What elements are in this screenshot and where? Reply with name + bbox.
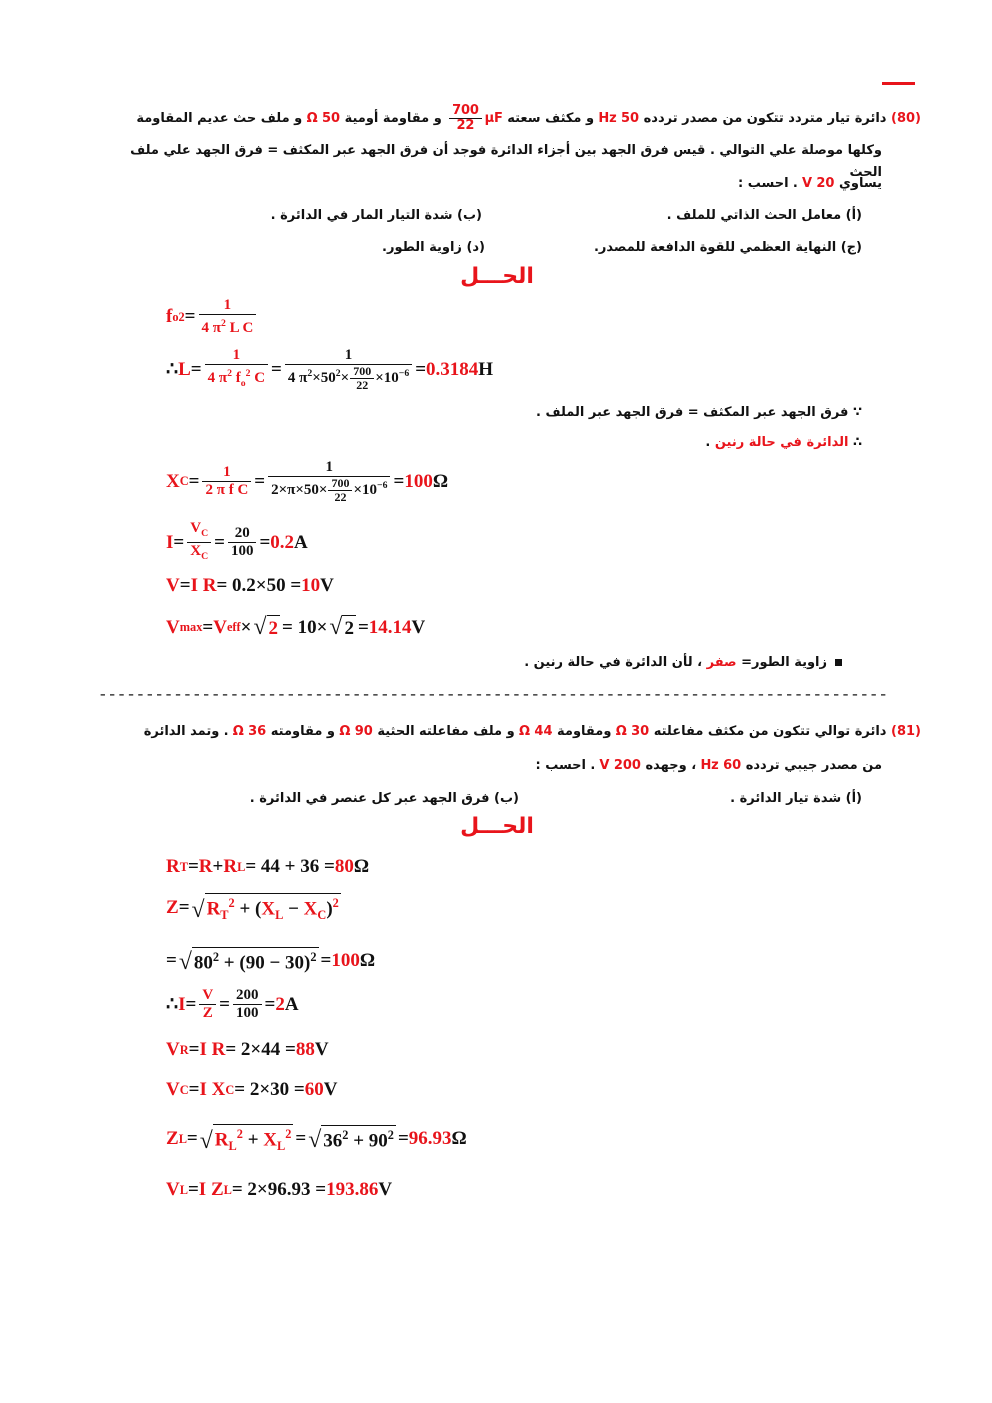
highlight-text: X xyxy=(263,1129,277,1151)
highlight-text: 90 Ω xyxy=(339,724,373,739)
highlight-text: 44 Ω xyxy=(519,724,553,739)
fraction xyxy=(268,459,390,504)
q80-solution-heading: الحـــل xyxy=(460,264,534,289)
text: زاوية الطور= xyxy=(736,655,827,670)
superscript: 2 xyxy=(212,950,220,964)
radical-sign-icon: √ xyxy=(253,614,267,641)
subscript: o xyxy=(240,378,246,390)
text: 200 xyxy=(236,987,259,1003)
subscript: C xyxy=(179,474,189,489)
subscript: C xyxy=(225,1082,235,1097)
q80-line-3 xyxy=(110,173,882,195)
q81-solution-heading: الحـــل xyxy=(460,814,534,839)
text: ∴ xyxy=(166,359,179,381)
radicand xyxy=(342,615,356,640)
highlight-text: I Z xyxy=(198,1179,224,1200)
highlight-text: 88 xyxy=(295,1039,315,1060)
highlight-text: V xyxy=(166,575,180,596)
superscript: −6 xyxy=(377,480,388,491)
subscript: C xyxy=(201,551,209,562)
superscript: 2 xyxy=(220,318,226,329)
square-root xyxy=(200,1124,294,1154)
highlight-text: R xyxy=(206,898,221,920)
numerator xyxy=(268,459,390,477)
radical-sign-icon: √ xyxy=(178,948,192,975)
highlight-text: V xyxy=(190,520,202,536)
text: = xyxy=(397,1128,409,1150)
text: + (90 − 30) xyxy=(219,952,311,974)
text: = 2×96.93 = xyxy=(231,1179,327,1200)
denominator xyxy=(285,365,412,392)
text: 22 xyxy=(356,378,369,393)
eq-current-81 xyxy=(166,987,299,1022)
subscript: C xyxy=(317,908,327,923)
text: = xyxy=(214,531,225,553)
text: ∵ فرق الجهد عبر المكثف = فرق الجهد عبر الملف . xyxy=(536,405,862,420)
highlight-text: f xyxy=(166,306,173,327)
numerator xyxy=(205,347,268,365)
text: = 10× xyxy=(282,616,328,638)
text: = xyxy=(185,993,197,1015)
text: = xyxy=(173,531,185,553)
highlight-text: 100 xyxy=(404,470,433,492)
text: V xyxy=(378,1179,393,1200)
text: = xyxy=(166,949,177,971)
text: 700 xyxy=(331,476,350,491)
highlight-text: f xyxy=(231,370,241,387)
q80-option-b: (ب) شدة التيار المار في الدائرة . xyxy=(270,208,482,223)
separator-line: ------------------------------------------------------------------------------------ xyxy=(98,686,888,704)
highlight-text: X xyxy=(261,898,276,920)
text: × xyxy=(240,616,252,638)
radicand xyxy=(267,615,281,640)
square-root xyxy=(308,1125,396,1152)
radical-sign-icon: √ xyxy=(329,614,343,641)
highlight-text: V xyxy=(166,616,180,638)
numerator xyxy=(350,365,374,379)
highlight-text: 2 xyxy=(268,618,279,639)
subscript: L xyxy=(237,859,246,874)
highlight-text: 80 xyxy=(334,856,354,877)
text: 80 xyxy=(193,952,213,974)
note-therefore-resonance xyxy=(522,432,862,454)
fraction xyxy=(228,525,257,560)
radicand xyxy=(205,893,341,923)
highlight-text: V xyxy=(166,1039,180,1060)
text: = xyxy=(202,616,214,638)
highlight-text: 60 xyxy=(304,1079,324,1100)
highlight-text: R xyxy=(166,856,180,877)
superscript: 2 xyxy=(307,368,313,379)
text: 2 xyxy=(344,618,354,639)
subscript: T xyxy=(179,859,188,874)
text: 700 xyxy=(353,364,372,379)
text: = xyxy=(271,358,282,380)
text: = xyxy=(254,470,266,492)
radical-sign-icon: √ xyxy=(191,897,205,924)
text: 4 π xyxy=(287,370,308,386)
denominator: 22 xyxy=(456,118,475,133)
highlight-text: 2 π f C xyxy=(205,482,249,499)
highlight-text: μF xyxy=(484,111,503,126)
subscript: L xyxy=(179,1182,188,1197)
text: = xyxy=(184,306,196,327)
fraction xyxy=(285,347,412,392)
numerator xyxy=(187,520,211,543)
text: + xyxy=(242,1129,264,1151)
highlight-text: (81) xyxy=(891,724,921,739)
subscript: L xyxy=(228,1139,237,1154)
highlight-text: 30 Ω xyxy=(615,724,650,739)
highlight-text: 1 xyxy=(232,347,241,364)
eq-total-resistance xyxy=(166,856,369,878)
text: + 90 xyxy=(348,1130,388,1152)
text: A xyxy=(294,531,308,553)
text: = 44 + 36 = xyxy=(245,856,335,877)
text: = 2×44 = xyxy=(225,1039,296,1060)
highlight-text: Z xyxy=(166,1128,179,1150)
text: 100 xyxy=(230,543,254,559)
fraction xyxy=(233,987,262,1022)
text: = xyxy=(188,1079,200,1100)
highlight-text: 36 Ω xyxy=(232,724,267,739)
superscript: 2 xyxy=(310,950,317,964)
denominator xyxy=(202,482,251,499)
text: − xyxy=(283,898,304,920)
highlight-text: 100 xyxy=(331,949,360,971)
text: . وتمد الدائرة xyxy=(143,724,233,739)
highlight-text: 96.93 xyxy=(408,1128,452,1150)
highlight-text: I xyxy=(166,531,174,553)
highlight-text: X xyxy=(166,470,180,492)
text: = xyxy=(187,856,199,877)
superscript: −6 xyxy=(398,368,410,379)
radical-sign-icon: √ xyxy=(308,1126,322,1153)
q81-option-a: (أ) شدة تيار الدائرة . xyxy=(730,791,862,806)
text: و ملف مفاعلته الحثية xyxy=(372,724,520,739)
highlight-text: 1 xyxy=(223,297,232,313)
text: V xyxy=(320,575,334,596)
radicand xyxy=(192,947,319,974)
highlight-text: 60 Hz xyxy=(700,758,742,773)
text: = xyxy=(264,993,276,1015)
eq-current xyxy=(166,520,308,565)
eq-impedance xyxy=(166,893,343,923)
radicand xyxy=(321,1125,396,1152)
text: و مكثف سعته xyxy=(502,111,599,126)
fraction xyxy=(449,104,482,133)
note-phase-angle xyxy=(502,652,842,674)
denominator xyxy=(331,491,349,504)
text: ، لأن الدائرة في حالة رنين . xyxy=(524,655,707,670)
highlight-text: 4 π xyxy=(201,320,221,336)
numerator xyxy=(199,987,216,1005)
text: ×50 xyxy=(312,370,336,386)
highlight-text: 50 Ω xyxy=(306,111,341,126)
highlight-text: 200 V xyxy=(599,758,641,773)
highlight-text: R xyxy=(198,856,213,877)
q80-option-d: (د) زاوية الطور. xyxy=(382,240,485,255)
text: = xyxy=(179,575,191,596)
highlight-text: 10 xyxy=(301,575,321,596)
highlight-text: X xyxy=(190,543,202,559)
fraction xyxy=(187,520,211,565)
fraction xyxy=(202,464,251,499)
fraction xyxy=(199,297,257,337)
text: و مقاومته xyxy=(266,724,340,739)
text: = xyxy=(190,358,202,380)
text: 20 xyxy=(234,525,250,541)
denominator xyxy=(268,477,390,504)
numerator xyxy=(199,297,257,315)
text: Ω xyxy=(359,949,376,971)
highlight-text: C xyxy=(250,370,266,387)
text: = xyxy=(393,470,405,492)
numerator xyxy=(285,347,412,365)
superscript: 2 xyxy=(178,309,185,324)
highlight-text: 2 xyxy=(275,993,285,1015)
text: ×10 xyxy=(353,482,378,498)
text: Ω xyxy=(353,856,370,877)
highlight-text: I R xyxy=(199,1039,226,1060)
fraction xyxy=(199,987,216,1022)
bullet-icon xyxy=(835,659,842,666)
highlight-text: 0.3184 xyxy=(426,358,479,380)
text: 36 xyxy=(323,1130,343,1152)
denominator xyxy=(353,379,371,392)
text: = xyxy=(320,949,332,971)
text: ×10 xyxy=(375,370,399,386)
subscript: L xyxy=(275,908,284,923)
eq-coil-impedance xyxy=(166,1124,467,1154)
superscript: 2 xyxy=(335,368,341,379)
highlight-text: صفر xyxy=(706,655,737,670)
text: = 2×30 = xyxy=(234,1079,305,1100)
text: = xyxy=(188,470,200,492)
q81-line-1 xyxy=(71,721,921,743)
radicand xyxy=(213,1124,294,1154)
note-phase-angle-text xyxy=(524,655,827,670)
denominator xyxy=(233,1005,262,1022)
text: = xyxy=(178,897,190,919)
text: وكلها موصلة علي التوالي . قيس فرق الجهد بين أجزاء الدائرة فوجد أن فرق الجهد عبر المكثف = فرق الجهد علي ملف الحث xyxy=(130,143,882,180)
text: V xyxy=(314,1039,329,1060)
highlight-text: الدائرة في حالة رنين xyxy=(714,435,849,450)
numerator xyxy=(328,477,352,491)
text: 2×π×50× xyxy=(271,482,328,498)
text: = xyxy=(295,1128,307,1150)
text: ) xyxy=(326,898,333,920)
q80-line-1 xyxy=(71,104,921,133)
text: = xyxy=(219,993,230,1015)
text: 1 xyxy=(325,459,334,475)
square-root xyxy=(192,893,341,923)
text: . xyxy=(705,435,715,450)
text: = xyxy=(186,1128,198,1150)
red-corner-mark xyxy=(882,82,915,85)
superscript: 2 xyxy=(387,1128,394,1143)
superscript: 2 xyxy=(236,1127,243,1141)
note-because xyxy=(522,402,862,424)
text: . احسب : xyxy=(535,758,600,773)
superscript: 2 xyxy=(342,1128,349,1143)
superscript: 2 xyxy=(332,896,339,910)
text: و ملف حث عديم المقاومة xyxy=(136,111,307,126)
text: و مقاومة أومية xyxy=(340,111,447,126)
text: دائرة توالي تتكون من مكثف مفاعلته xyxy=(649,724,891,739)
text: V xyxy=(411,616,426,638)
highlight-text: 50 Hz xyxy=(598,111,640,126)
subscript: L xyxy=(277,1139,286,1154)
text: ∴ xyxy=(166,994,179,1015)
subscript: L xyxy=(178,1131,187,1146)
fraction xyxy=(328,477,352,504)
highlight-text: I X xyxy=(199,1079,226,1100)
eq-inductance xyxy=(166,347,493,392)
eq-capacitive-reactance xyxy=(166,459,448,504)
numerator xyxy=(202,464,251,482)
text: = xyxy=(259,531,271,553)
text: A xyxy=(284,993,299,1015)
eq-vl xyxy=(166,1179,392,1201)
subscript: T xyxy=(220,908,229,923)
text: = xyxy=(415,358,427,380)
highlight-text: (80) xyxy=(891,111,921,126)
text: دائرة تيار متردد تتكون من مصدر تردده xyxy=(639,111,891,126)
text: + xyxy=(212,856,224,877)
highlight-text: I R xyxy=(190,575,217,596)
text: = xyxy=(187,1179,199,1200)
text: من مصدر جيبي تردده xyxy=(741,758,882,773)
highlight-text: R xyxy=(214,1129,229,1151)
text: ، وجهده xyxy=(640,758,701,773)
square-root xyxy=(329,615,356,640)
highlight-text: 14.14 xyxy=(368,616,412,638)
text: × xyxy=(340,370,350,386)
text: Ω xyxy=(451,1128,467,1150)
eq-vr xyxy=(166,1039,329,1061)
text: + ( xyxy=(234,898,262,920)
eq-vc xyxy=(166,1079,338,1101)
subscript: C xyxy=(201,528,209,539)
text: = xyxy=(357,616,369,638)
highlight-text: 1 xyxy=(223,464,231,481)
denominator xyxy=(199,315,257,337)
text: 100 xyxy=(236,1005,259,1021)
highlight-text: Z xyxy=(202,1005,213,1021)
eq-impedance-value xyxy=(166,947,375,974)
highlight-text: L C xyxy=(225,320,254,336)
subscript: eff xyxy=(226,620,241,634)
eq-resonance-frequency xyxy=(166,297,259,337)
superscript: 2 xyxy=(227,368,232,380)
text: 1 xyxy=(344,347,353,363)
square-root xyxy=(179,947,319,974)
highlight-text: V xyxy=(213,616,227,638)
highlight-text: V xyxy=(166,1079,180,1100)
denominator xyxy=(228,543,257,560)
text: = xyxy=(188,1039,200,1060)
text: ومقاومة xyxy=(552,724,616,739)
q81-line-2 xyxy=(110,755,882,777)
radical-sign-icon: √ xyxy=(199,1128,213,1155)
highlight-text: L xyxy=(178,358,191,380)
text: H xyxy=(478,358,494,380)
superscript: 2 xyxy=(245,368,251,380)
q81-option-b: (ب) فرق الجهد عبر كل عنصر في الدائرة . xyxy=(249,791,519,806)
text: V xyxy=(323,1079,338,1100)
text: Ω xyxy=(432,470,449,492)
denominator xyxy=(187,543,211,565)
subscript: max xyxy=(179,620,203,634)
eq-vmax xyxy=(166,615,425,640)
highlight-text: I xyxy=(178,993,186,1015)
text: ∴ xyxy=(848,435,862,450)
denominator xyxy=(200,1005,216,1022)
numerator xyxy=(228,525,257,543)
q80-option-c: (ج) النهاية العظمي للقوة الدافعة للمصدر. xyxy=(593,240,862,255)
highlight-text: 4 π xyxy=(207,370,228,387)
highlight-text: X xyxy=(303,898,318,920)
square-root xyxy=(253,615,280,640)
subscript: o xyxy=(172,309,179,324)
highlight-text: V xyxy=(202,987,214,1003)
superscript: 2 xyxy=(285,1127,292,1141)
superscript: 2 xyxy=(228,896,235,910)
highlight-text: Z xyxy=(166,897,179,919)
subscript: C xyxy=(179,1082,189,1097)
highlight-text: R xyxy=(223,856,238,877)
q80-option-a: (أ) معامل الحث الذاتي للملف . xyxy=(666,208,862,223)
subscript: L xyxy=(223,1182,232,1197)
denominator xyxy=(205,365,268,392)
text: يساوي xyxy=(834,176,882,191)
text: = 0.2×50 = xyxy=(216,575,302,596)
fraction xyxy=(350,365,374,392)
highlight-text: 20 V xyxy=(801,176,835,191)
numerator xyxy=(233,987,262,1005)
highlight-text: 193.86 xyxy=(326,1179,379,1200)
eq-voltage xyxy=(166,575,334,597)
numerator: 700 xyxy=(449,104,482,119)
text: . احسب : xyxy=(738,176,802,191)
subscript: R xyxy=(179,1042,189,1057)
fraction xyxy=(205,347,268,392)
highlight-text: V xyxy=(166,1179,180,1200)
text: 22 xyxy=(334,490,347,505)
highlight-text: 0.2 xyxy=(270,531,295,553)
